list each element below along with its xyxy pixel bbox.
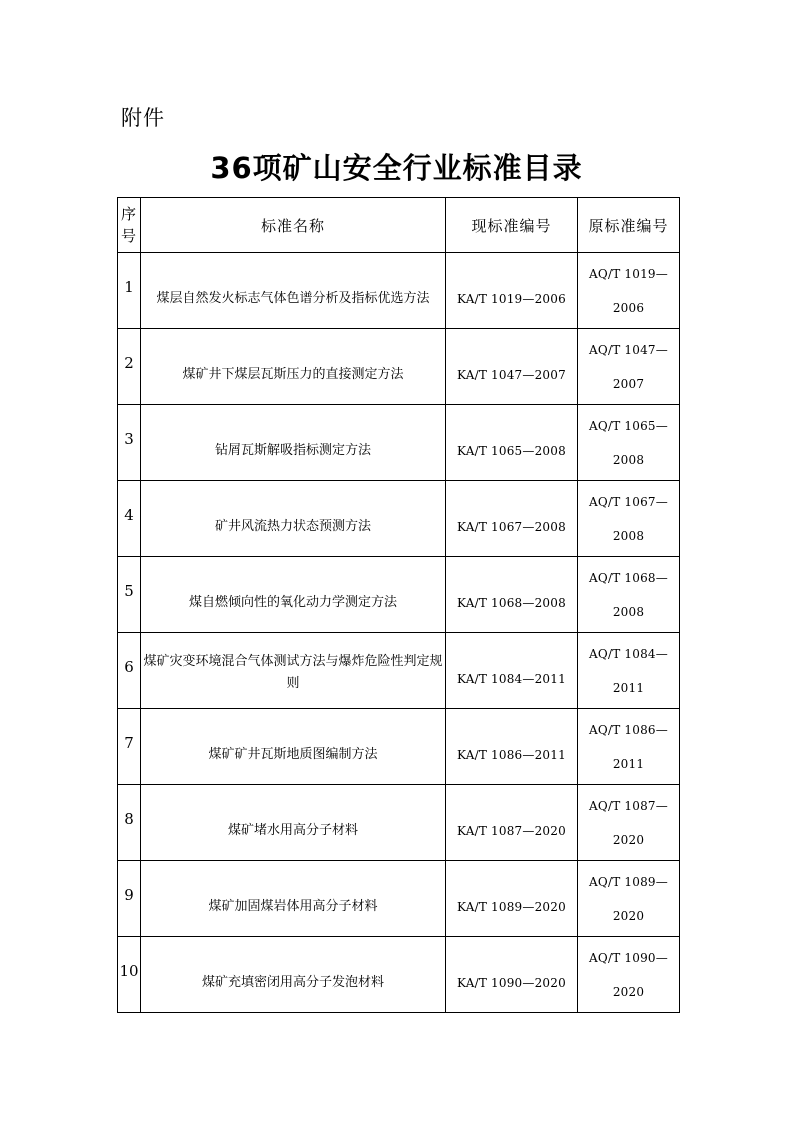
row-seq: 3 (118, 405, 141, 481)
row-original-code: AQ/T 1090— 2020 (578, 937, 680, 1013)
row-current-code: KA/T 1047—2007 (446, 329, 578, 405)
row-current-code: KA/T 1089—2020 (446, 861, 578, 937)
row-standard-name: 煤矿充填密闭用高分子发泡材料 (141, 937, 446, 1013)
table-row (118, 861, 680, 937)
row-current-code: KA/T 1090—2020 (446, 937, 578, 1013)
row-original-code: AQ/T 1019— 2006 (578, 253, 680, 329)
row-current-code: KA/T 1019—2006 (446, 253, 578, 329)
table-row (118, 481, 680, 557)
row-standard-name: 钻屑瓦斯解吸指标测定方法 (141, 405, 446, 481)
row-seq: 5 (118, 557, 141, 633)
row-original-code: AQ/T 1089— 2020 (578, 861, 680, 937)
table-row (118, 709, 680, 785)
row-seq: 9 (118, 861, 141, 937)
row-current-code: KA/T 1068—2008 (446, 557, 578, 633)
row-original-code: AQ/T 1084— 2011 (578, 633, 680, 709)
standards-table (117, 197, 680, 1013)
row-current-code: KA/T 1065—2008 (446, 405, 578, 481)
row-current-code: KA/T 1067—2008 (446, 481, 578, 557)
row-seq: 6 (118, 633, 141, 709)
row-seq: 7 (118, 709, 141, 785)
table-row (118, 329, 680, 405)
attachment-label: 附件 (121, 106, 165, 130)
row-standard-name: 煤矿矿井瓦斯地质图编制方法 (141, 709, 446, 785)
row-current-code: KA/T 1086—2011 (446, 709, 578, 785)
row-standard-name: 煤矿井下煤层瓦斯压力的直接测定方法 (141, 329, 446, 405)
row-seq: 4 (118, 481, 141, 557)
column-header-name: 标准名称 (141, 198, 446, 253)
row-current-code: KA/T 1087—2020 (446, 785, 578, 861)
table-row (118, 405, 680, 481)
row-seq: 1 (118, 253, 141, 329)
row-standard-name: 煤矿灾变环境混合气体测试方法与爆炸危险性判定规则 (141, 633, 446, 709)
page-title: 36项矿山安全行业标准目录 (210, 151, 583, 185)
row-standard-name: 煤自燃倾向性的氧化动力学测定方法 (141, 557, 446, 633)
row-original-code: AQ/T 1047— 2007 (578, 329, 680, 405)
row-seq: 10 (118, 937, 141, 1013)
row-original-code: AQ/T 1087— 2020 (578, 785, 680, 861)
table-row (118, 633, 680, 709)
row-standard-name: 煤层自然发火标志气体色谱分析及指标优选方法 (141, 253, 446, 329)
column-header-seq: 序号 (118, 198, 141, 253)
table-row (118, 785, 680, 861)
column-header-current-code: 现标准编号 (446, 198, 578, 253)
table-row (118, 557, 680, 633)
row-original-code: AQ/T 1086— 2011 (578, 709, 680, 785)
row-seq: 8 (118, 785, 141, 861)
row-seq: 2 (118, 329, 141, 405)
row-standard-name: 矿井风流热力状态预测方法 (141, 481, 446, 557)
table-row (118, 937, 680, 1013)
row-original-code: AQ/T 1067— 2008 (578, 481, 680, 557)
row-standard-name: 煤矿加固煤岩体用高分子材料 (141, 861, 446, 937)
row-standard-name: 煤矿堵水用高分子材料 (141, 785, 446, 861)
row-original-code: AQ/T 1068— 2008 (578, 557, 680, 633)
row-current-code: KA/T 1084—2011 (446, 633, 578, 709)
table-row (118, 253, 680, 329)
column-header-original-code: 原标准编号 (578, 198, 680, 253)
row-original-code: AQ/T 1065— 2008 (578, 405, 680, 481)
table-header-row (118, 198, 680, 253)
